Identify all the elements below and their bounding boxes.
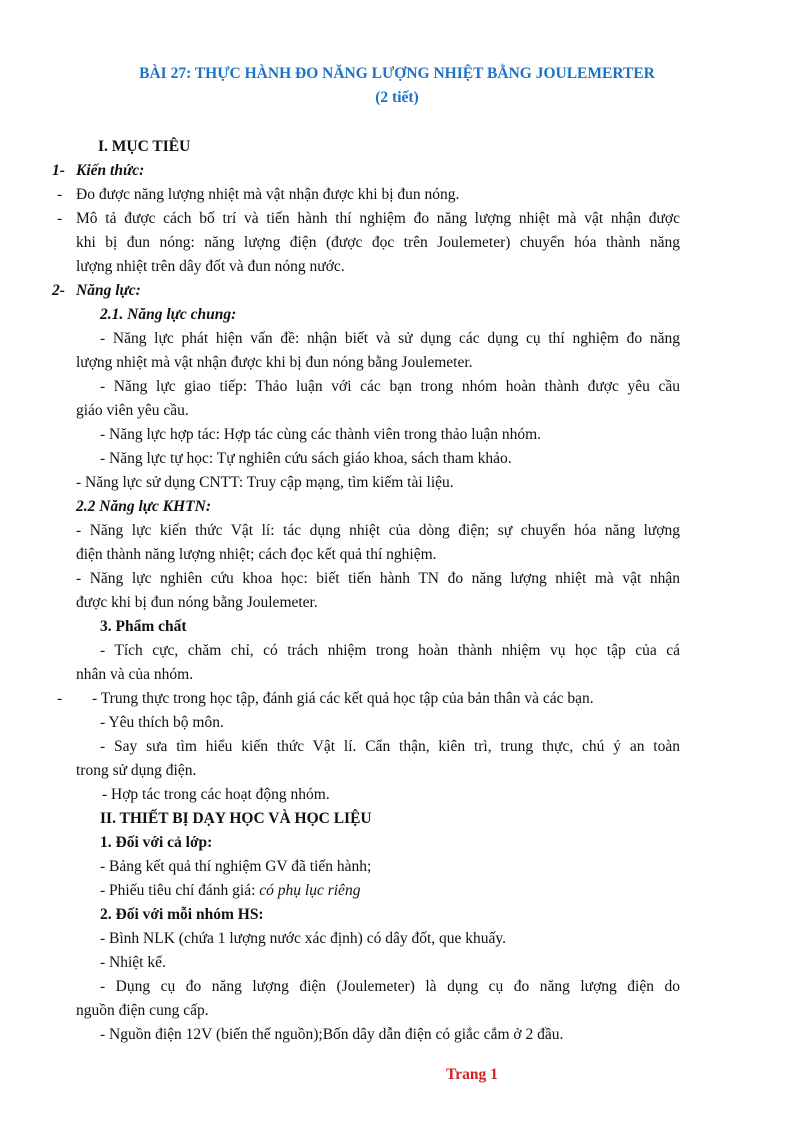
nang-luc-chung-3: - Năng lực hợp tác: Hợp tác cùng các thành viên trong thảo luận nhóm. bbox=[100, 426, 542, 443]
pham-chat-4-line-2: trong sử dụng điện. bbox=[76, 762, 197, 779]
nang-luc-label: Năng lực: bbox=[76, 282, 141, 299]
pham-chat-4-line-1: - Say sưa tìm hiểu kiến thức Vật lí. Cẩn thận, kiên trì, trung thực, chú ý an toàn bbox=[100, 738, 680, 755]
heading-thiet-bi: II. THIẾT BỊ DẠY HỌC VÀ HỌC LIỆU bbox=[100, 810, 372, 827]
pham-chat-heading: 3. Phẩm chất bbox=[100, 618, 187, 635]
khtn-2-line-1: - Năng lực nghiên cứu khoa học: biết tiến hành TN đo năng lượng nhiệt mà vật nhận bbox=[76, 570, 680, 587]
moi-nhom-2: - Nhiệt kế. bbox=[100, 954, 166, 971]
moi-nhom-3-line-1: - Dụng cụ đo năng lượng điện (Joulemeter) là dụng cụ đo năng lượng điện do bbox=[100, 978, 680, 995]
moi-nhom-1: - Bình NLK (chứa 1 lượng nước xác định) có dây đốt, que khuấy. bbox=[100, 930, 507, 947]
bullet-dash: - bbox=[57, 186, 63, 203]
khtn-2-line-2: được khi bị đun nóng bằng Joulemeter. bbox=[76, 594, 318, 611]
pham-chat-5: - Hợp tác trong các hoạt động nhóm. bbox=[102, 786, 330, 803]
khtn-1-line-2: điện thành năng lượng nhiệt; cách đọc kết quả thí nghiệm. bbox=[76, 546, 437, 563]
ca-lop-1: - Bảng kết quả thí nghiệm GV đã tiến hành; bbox=[100, 858, 372, 875]
nang-luc-chung-2-line-2: giáo viên yêu cầu. bbox=[76, 402, 189, 419]
page-number: Trang 1 bbox=[446, 1066, 498, 1083]
nang-luc-chung-1-line-2: lượng nhiệt mà vật nhận được khi bị đun nóng bằng Joulemeter. bbox=[76, 354, 473, 371]
bullet-dash: - bbox=[57, 210, 63, 227]
nang-luc-number: 2- bbox=[52, 282, 65, 299]
kien-thuc-item-2-line-1: Mô tả được cách bố trí và tiến hành thí nghiệm đo năng lượng nhiệt mà vật nhận được bbox=[76, 210, 680, 227]
kien-thuc-item-2-line-3: lượng nhiệt trên dây đốt và đun nóng nước. bbox=[76, 258, 345, 275]
moi-nhom-4: - Nguồn điện 12V (biến thế nguồn);Bốn dây dẫn điện có giắc cắm ở 2 đầu. bbox=[100, 1026, 564, 1043]
pham-chat-1-line-2: nhân và của nhóm. bbox=[76, 666, 194, 683]
ca-lop-heading: 1. Đối với cả lớp: bbox=[100, 834, 213, 851]
moi-nhom-3-line-2: nguồn điện cung cấp. bbox=[76, 1002, 209, 1019]
nang-luc-chung-4: - Năng lực tự học: Tự nghiên cứu sách giáo khoa, sách tham khảo. bbox=[100, 450, 512, 467]
bullet-dash: - bbox=[57, 690, 63, 707]
nang-luc-chung-5: - Năng lực sử dụng CNTT: Truy cập mạng, tìm kiếm tài liệu. bbox=[76, 474, 454, 491]
kien-thuc-label: Kiến thức: bbox=[76, 162, 145, 179]
kien-thuc-item-2-line-2: khi bị đun nóng: năng lượng điện (được đọc trên Joulemeter) chuyển hóa thành năng bbox=[76, 234, 680, 251]
nang-luc-khtn-heading: 2.2 Năng lực KHTN: bbox=[76, 498, 212, 515]
nang-luc-chung-2-line-1: - Năng lực giao tiếp: Thảo luận với các bạn trong nhóm hoàn thành được yêu cầu bbox=[100, 378, 680, 395]
lesson-title: BÀI 27: THỰC HÀNH ĐO NĂNG LƯỢNG NHIỆT BẰNG JOULEMERTER bbox=[139, 65, 655, 82]
nang-luc-chung-1-line-1: - Năng lực phát hiện vấn đề: nhận biết và sử dụng các dụng cụ thí nghiệm đo năng bbox=[100, 330, 680, 347]
phu-luc-note: có phụ lục riêng bbox=[259, 882, 361, 899]
moi-nhom-heading: 2. Đối với mỗi nhóm HS: bbox=[100, 906, 264, 923]
lesson-duration: (2 tiết) bbox=[375, 89, 419, 106]
pham-chat-1-line-1: - Tích cực, chăm chỉ, có trách nhiệm trong hoàn thành nhiệm vụ học tập của cá bbox=[100, 642, 680, 659]
heading-muc-tieu: I. MỤC TIÊU bbox=[98, 138, 191, 155]
kien-thuc-item-1: Đo được năng lượng nhiệt mà vật nhận được khi bị đun nóng. bbox=[76, 186, 460, 203]
pham-chat-3: - Yêu thích bộ môn. bbox=[100, 714, 224, 731]
nang-luc-chung-heading: 2.1. Năng lực chung: bbox=[100, 306, 237, 323]
khtn-1-line-1: - Năng lực kiến thức Vật lí: tác dụng nhiệt của dòng điện; sự chuyển hóa năng lượng bbox=[76, 522, 680, 539]
ca-lop-2: - Phiếu tiêu chí đánh giá: có phụ lục riêng bbox=[100, 882, 361, 899]
pham-chat-2: - Trung thực trong học tập, đánh giá các kết quả học tập của bản thân và các bạn. bbox=[92, 690, 594, 707]
kien-thuc-number: 1- bbox=[52, 162, 65, 179]
